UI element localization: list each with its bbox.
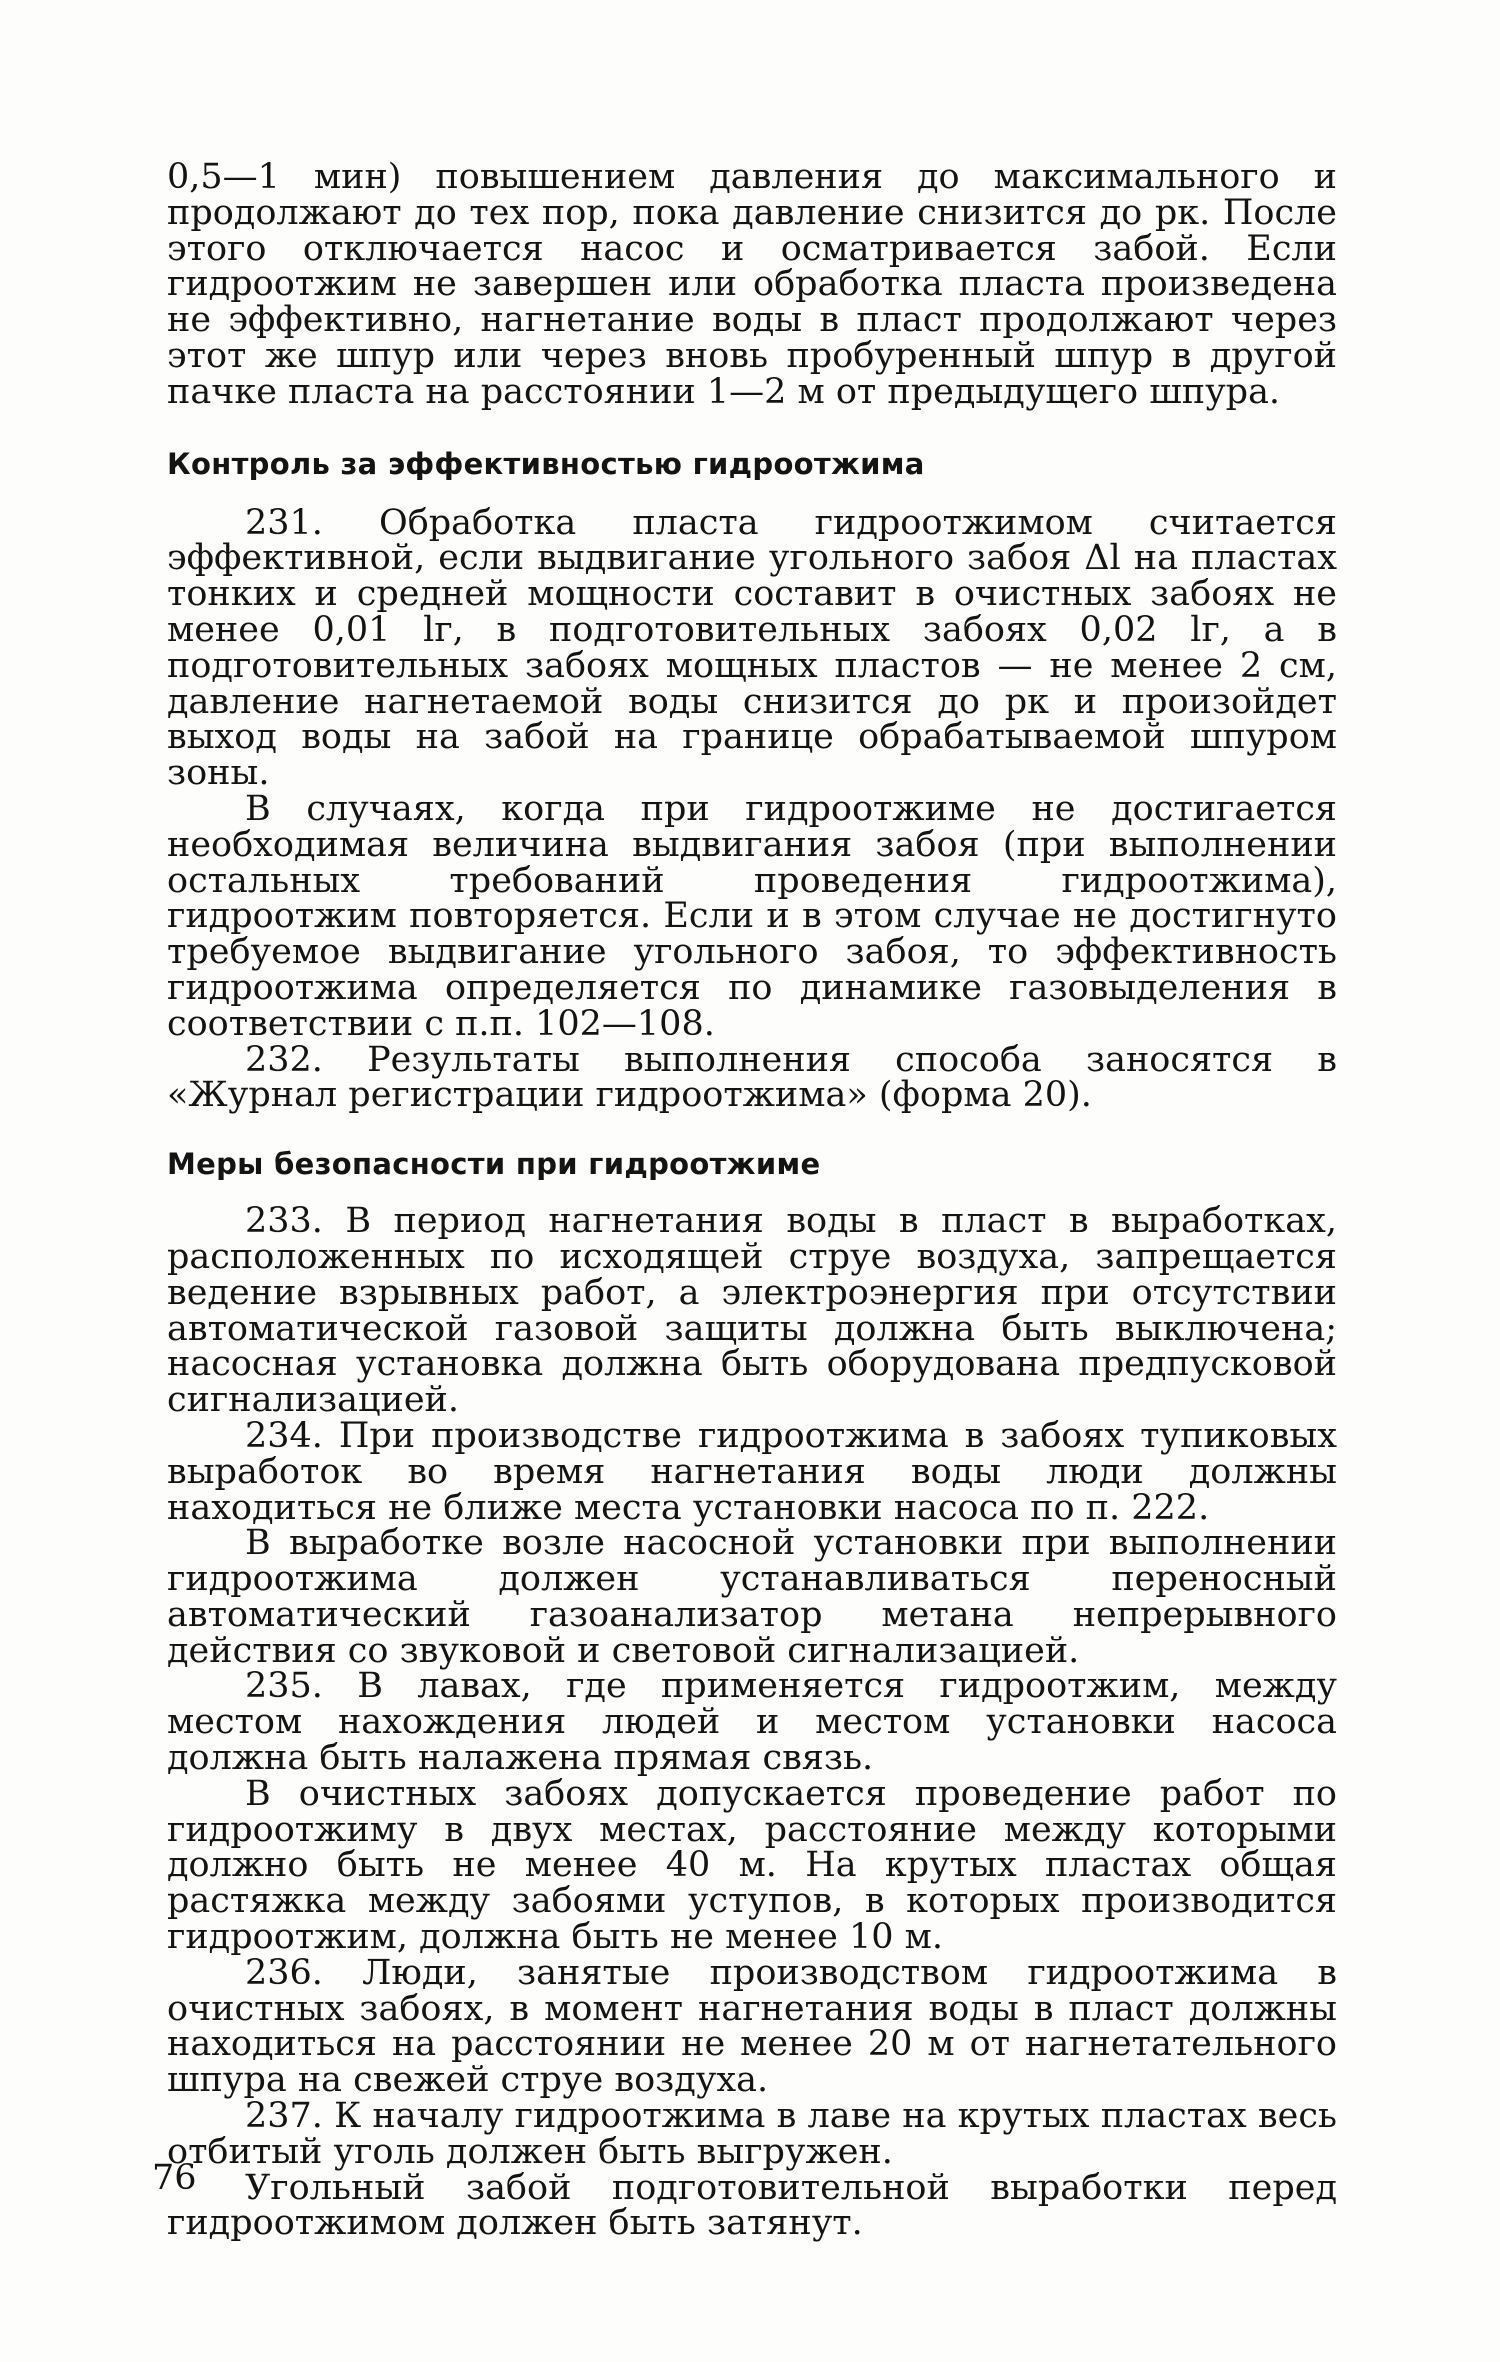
paragraph-231-continued: В случаях, когда при гидроотжиме не достигается необходимая величина выдвигания забоя (при выполнении остальных требований проведения гидроотжима), гидроотжим повторяется. Если и в этом случае не достигнуто требуемое выдвигание угольного забоя, то эффективность гидроотжима определяется по динамике газовыделения в соответствии с п.п. 102—108. [167,788,1337,1044]
paragraph-234: 234. При производстве гидроотжима в забоях тупиковых выработок во время нагнетания воды люди должны находиться не ближе места установки насоса по п. 222. [167,1415,1337,1528]
paragraph-235: 235. В лавах, где применяется гидроотжим, между местом нахождения людей и местом установки насоса должна быть налажена прямая связь. [167,1666,1337,1779]
section-heading-safety: Меры безопасности при гидроотжиме [167,1147,821,1182]
text-column [167,157,1337,2244]
paragraph-233: 233. В период нагнетания воды в пласт в выработках, расположенных по исходящей струе воздуха, запрещается ведение взрывных работ, а электроэнергия при отсутствии автоматической газовой защиты должна быть выключена; насосная установка должна быть оборудована предпусковой сигнализацией. [167,1201,1337,1421]
paragraph-237: 237. К началу гидроотжима в лаве на крутых пластах весь отбитый уголь должен быть выгружен. [167,2096,1337,2172]
paragraph-237-continued: Угольный забой подготовительной выработки перед гидроотжимом должен быть затянут. [167,2167,1337,2244]
paragraph-235-continued: В очистных забоях допускается проведение работ по гидроотжиму в двух местах, расстояние между которыми должно быть не менее 40 м. На крутых пластах общая растяжка между забоями уступов, в которых производится гидроотжим, должна быть не менее 10 м. [167,1773,1337,1958]
intro-paragraph: 0,5—1 мин) повышением давления до максимального и продолжают до тех пор, пока давление снизится до pк. После этого отключается насос и осматривается забой. Если гидроотжим не завершен или обработка пласта произведена не эффективно, нагнетание воды в пласт продолжают через этот же шпур или через вновь пробуренный шпур в другой пачке пласта на расстоянии 1—2 м от предыдущего шпура. [167,157,1337,412]
paragraph-232: 232. Результаты выполнения способа заносятся в «Журнал регистрации гидроотжима» (форма 20). [167,1039,1337,1116]
section-heading-control: Контроль за эффективностью гидроотжима [167,446,925,481]
paragraph-231: 231. Обработка пласта гидроотжимом считается эффективной, если выдвигание угольного забоя Δl на пластах тонких и средней мощности составит в очистных забоях не менее 0,01 lг, в подготовительных забоях 0,02 lг, а в подготовительных забоях мощных пластов — не менее 2 см, давление нагнетаемой воды снизится до pк и произойдет выход воды на забой на границе обрабатываемой шпуром зоны. [167,502,1337,794]
paragraph-234-continued: В выработке возле насосной установки при выполнении гидроотжима должен устанавливаться переносный автоматический газоанализатор метана непрерывного действия со звуковой и световой сигнализацией. [167,1523,1337,1671]
page-number: 76 [152,2158,197,2198]
paragraph-236: 236. Люди, занятые производством гидроотжима в очистных забоях, в момент нагнетания воды в пласт должны находиться на расстоянии не менее 20 м от нагнетательного шпура на свежей струе воздуха. [167,1952,1337,2101]
